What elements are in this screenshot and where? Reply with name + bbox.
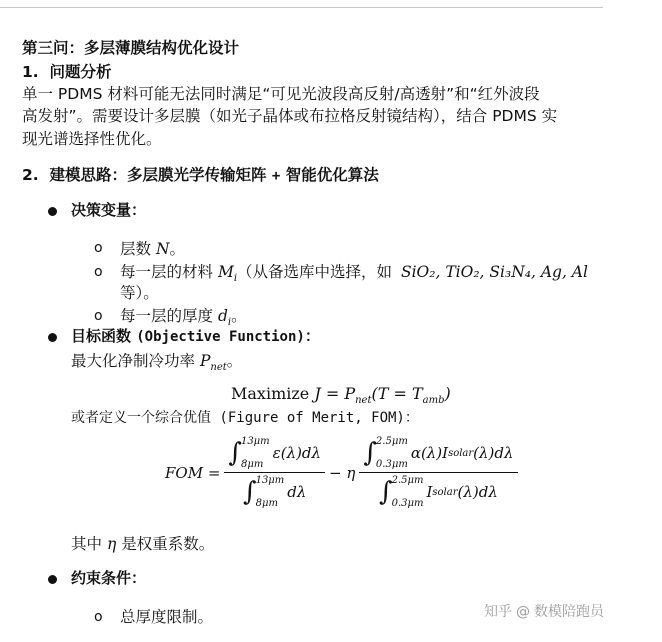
- frac2-num-upper: 2.5μm: [375, 436, 408, 447]
- watermark: [484, 601, 604, 621]
- frac2-bar: [359, 472, 517, 473]
- decision-item2: [120, 260, 588, 284]
- decision-item3-sub: i: [227, 317, 232, 329]
- frac2-den-sub: solar: [432, 486, 458, 498]
- decision-item1: [120, 237, 185, 259]
- decision-item2-sym: M: [217, 263, 234, 281]
- eq1-word: Maximize: [231, 384, 310, 403]
- objective-label: [71, 325, 320, 346]
- s2-number: 2.: [22, 166, 39, 184]
- frac1-num-integrand: ε(λ)dλ: [272, 444, 322, 462]
- frac2-num-lower: 0.3μm: [375, 459, 408, 470]
- objective-line1: [71, 349, 242, 373]
- s2-heading: [22, 163, 379, 185]
- objective-line1-sub: net: [210, 362, 227, 374]
- decision-item3-text: 每一层的厚度: [120, 307, 214, 325]
- fom-minus-eta: − η: [329, 463, 356, 482]
- objective-equation-maximize: [231, 384, 451, 406]
- decision-label: 决策变量：: [71, 201, 147, 219]
- eq1-rest-a: J = P: [314, 384, 356, 403]
- decision-item2-sub: i: [233, 273, 238, 285]
- integral-icon: ∫: [363, 438, 377, 468]
- watermark-at: @: [516, 604, 530, 620]
- frac2-num-sub: solar: [448, 447, 474, 459]
- objective-line1-text: 最大化净制冷功率: [71, 352, 196, 370]
- decision-item3-end: 。: [231, 307, 247, 325]
- constraints-label: 约束条件：: [71, 569, 147, 587]
- frac1-numerator: [224, 436, 325, 470]
- bullet-objective: [48, 333, 57, 342]
- s2-heading-b: 智能优化算法: [285, 166, 379, 184]
- top-rule: [0, 7, 603, 8]
- integral-icon: ∫: [243, 477, 257, 507]
- s2-heading-a: 建模思路：多层膜光学传输矩阵: [49, 166, 267, 184]
- sub-bullet-icon: o: [94, 609, 103, 625]
- s1-heading-text: 问题分析: [49, 63, 112, 81]
- decision-item2-materials: SiO₂, TiO₂, Si₃N₄, Ag, Al: [400, 263, 588, 281]
- frac1-num-upper: 13μm: [240, 436, 270, 447]
- fom-equation: [165, 436, 518, 509]
- watermark-site: 知乎: [484, 604, 512, 620]
- frac2-num-integrand-b: (λ)dλ: [473, 444, 514, 462]
- frac2-den-upper: 2.5μm: [391, 475, 424, 486]
- sub-bullet-icon: o: [94, 264, 103, 280]
- objective-label-en: (Objective Function): [136, 329, 305, 345]
- frac2-num-integrand-a: α(λ)I: [410, 444, 449, 462]
- where-sym: η: [106, 535, 117, 553]
- bullet-constraints: [48, 575, 57, 584]
- decision-item2-paren: （从备选库中选择，如: [237, 263, 393, 281]
- frac1-denominator: [239, 475, 310, 509]
- frac1-den-upper: 13μm: [255, 475, 285, 486]
- fom-fraction-2: [359, 436, 517, 509]
- eq1-sub: net: [355, 395, 372, 407]
- objective-line2: 或者定义一个综合优值 (Figure of Merit, FOM)：: [71, 410, 419, 426]
- integral-icon: ∫: [228, 438, 242, 468]
- frac2-denominator: [375, 475, 502, 509]
- objective-where: [71, 532, 214, 554]
- section-title: 第三问：多层薄膜结构优化设计: [22, 39, 240, 57]
- decision-item1-end: 。: [169, 240, 186, 258]
- frac1-num-lower: 8μm: [240, 459, 264, 470]
- integral-icon: ∫: [379, 477, 393, 507]
- sub-bullet-icon: o: [94, 240, 103, 256]
- s1-para-line3: 现光谱选择性优化。: [22, 130, 162, 148]
- s1-para-line1: 单一 PDMS 材料可能无法同时满足“可见光波段高反射/高透射”和“红外波段: [22, 85, 540, 103]
- s1-para-line2: 高发射”。需要设计多层膜（如光子晶体或布拉格反射镜结构），结合 PDMS 实: [22, 107, 558, 125]
- eq1-rest-c: ): [444, 384, 451, 403]
- eq1-rest-b: (T = T: [371, 384, 423, 403]
- frac2-den-integrand-a: I: [426, 483, 433, 501]
- s1-heading: [22, 60, 112, 82]
- watermark-author: 数模陪跑员: [534, 604, 604, 620]
- frac2-numerator: [359, 436, 517, 470]
- fom-lhs: FOM =: [165, 463, 221, 482]
- objective-line1-end: 。: [226, 352, 243, 370]
- decision-item2-cont: 等）。: [120, 284, 159, 302]
- s1-number: 1.: [22, 63, 39, 81]
- decision-item3-sym: d: [217, 307, 228, 325]
- bullet-decision: [48, 207, 57, 216]
- where-b: 是权重系数。: [121, 535, 215, 553]
- fom-fraction-1: [224, 436, 325, 509]
- objective-label-cn: 目标函数: [71, 327, 132, 345]
- frac1-den-lower: 8μm: [255, 498, 278, 509]
- constraints-item1: 总厚度限制。: [120, 608, 214, 626]
- frac2-den-lower: 0.3μm: [391, 498, 424, 509]
- s2-plus: +: [271, 168, 281, 184]
- frac1-den-integrand: dλ: [287, 483, 307, 501]
- eq1-sub2: amb: [422, 395, 445, 407]
- objective-line1-sym: P: [199, 352, 211, 370]
- decision-item1-text: 层数: [120, 240, 152, 258]
- frac2-den-integrand-b: (λ)dλ: [457, 483, 498, 501]
- objective-label-colon: ：: [304, 327, 320, 345]
- decision-item1-sym: N: [155, 240, 170, 258]
- decision-item2-text: 每一层的材料: [120, 263, 214, 281]
- frac1-bar: [224, 472, 325, 473]
- sub-bullet-icon: o: [94, 308, 103, 324]
- where-a: 其中: [71, 535, 103, 553]
